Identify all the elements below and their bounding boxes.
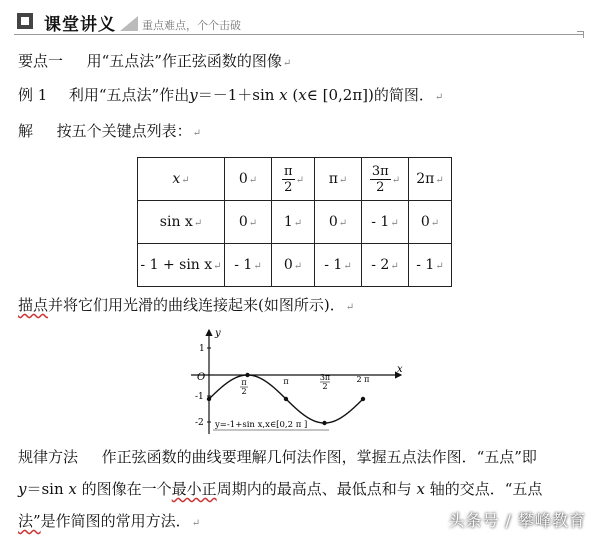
square-bullet-icon <box>16 12 34 30</box>
header-subtitle: 重点难点，个个击破 <box>142 19 241 32</box>
solution-line: 解 按五个关键点列表：↵ <box>18 122 201 140</box>
xtick-3pi2-den: 2 <box>322 382 328 391</box>
ytick-1: 1 <box>199 344 205 354</box>
table-cell: 0↵ <box>225 158 272 201</box>
xtick-pi2-den: 2 <box>241 387 247 396</box>
row-header-sin: sin x↵ <box>138 201 225 244</box>
example-eq: ＝－1＋sin <box>197 86 280 104</box>
solution-label: 解 <box>18 122 34 140</box>
method-text-3: 是作简图的常用方法． <box>40 512 191 530</box>
table-cell: 0↵ <box>225 201 272 244</box>
example-line: 例 1 利用“五点法”作出y＝－1＋sin x (x∈ [0,2π])的简图．↵ <box>18 86 444 104</box>
watermark: 头条号 / 攀峰教育 <box>448 511 586 530</box>
table-cell: - 2↵ <box>362 244 409 287</box>
header-divider-end <box>577 31 584 38</box>
table-row <box>138 158 452 201</box>
header-title: 课堂讲义 <box>44 15 116 35</box>
table-row <box>138 244 452 287</box>
table-cell: π↵ <box>315 158 362 201</box>
row-header-y: - 1 + sin x↵ <box>138 244 225 287</box>
table-cell: $\frac{3\pi}{2}$ ↵ <box>362 158 409 201</box>
method-line-3: 法”是作简图的常用方法．↵ <box>18 512 201 530</box>
key-point-2 <box>284 397 288 401</box>
header-divider <box>14 34 584 35</box>
key-point-text: 用“五点法”作正弦函数的图像 <box>86 52 282 70</box>
example-prefix: 利用“五点法”作出 <box>68 86 190 104</box>
table-row <box>138 201 452 244</box>
table-cell: 2π↵ <box>409 158 452 201</box>
solution-text: 按五个关键点列表： <box>56 122 192 140</box>
method-text-1: 作正弦函数的曲线要理解几何法作图，掌握五点法作图．“五点”即 <box>101 448 537 466</box>
xtick-pi: π <box>283 377 289 386</box>
y-axis-label: y <box>215 328 221 339</box>
example-domain-x: x <box>298 86 307 104</box>
example-y-var: y <box>189 86 198 104</box>
sine-graph <box>185 326 415 438</box>
table-cell: 0↵ <box>272 244 315 287</box>
description-line: 描点并将它们用光滑的曲线连接起来(如图所示)．↵ <box>18 296 355 314</box>
example-paren: ( <box>292 86 299 104</box>
method-underlined-2: 法” <box>18 512 41 530</box>
description-underlined: 描点 <box>18 296 49 314</box>
example-x-var: x <box>279 86 288 104</box>
example-label: 例 1 <box>18 86 48 104</box>
key-point-1 <box>245 373 249 377</box>
table-cell: $\frac{\pi}{2}$ ↵ <box>272 158 315 201</box>
table-cell: - 1↵ <box>225 244 272 287</box>
xtick-3pi2-num: 3π <box>319 373 331 382</box>
method-label: 规律方法 <box>18 448 79 466</box>
description-text: 并将它们用光滑的曲线连接起来(如图所示)． <box>48 296 345 314</box>
triangle-decoration-icon <box>118 14 140 32</box>
origin-label: O <box>197 372 206 383</box>
key-point-line: 要点一 用“五点法”作正弦函数的图像↵ <box>18 52 292 70</box>
x-axis-label: x <box>397 364 403 375</box>
ytick-minus-2: -2 <box>195 418 204 428</box>
table-cell: 1↵ <box>272 201 315 244</box>
xtick-pi2-num: π <box>241 378 247 387</box>
graph-legend: y=-1+sin x,x∈[0,2 π ] <box>215 420 308 430</box>
key-point-3 <box>322 421 326 425</box>
table-cell: 0↵ <box>409 201 452 244</box>
key-point-label: 要点一 <box>18 52 64 70</box>
table-cell: - 1↵ <box>409 244 452 287</box>
section-header <box>14 10 584 36</box>
method-underlined-1: 最小正 <box>171 480 217 498</box>
row-header-x: x↵ <box>138 158 225 201</box>
table-cell: - 1↵ <box>362 201 409 244</box>
table-cell: 0↵ <box>315 201 362 244</box>
key-points-table <box>137 157 452 287</box>
method-line-2: y＝sin x 的图像在一个最小正周期内的最高点、最低点和与 x 轴的交点．“五点 <box>18 480 543 498</box>
method-line-1 <box>18 446 537 467</box>
example-domain-rest: ∈ [0,2π])的简图． <box>306 86 434 104</box>
key-point-4 <box>361 397 365 401</box>
key-point-0 <box>207 397 211 401</box>
xtick-2pi: 2 π <box>356 375 370 384</box>
table-cell: - 1↵ <box>315 244 362 287</box>
ytick-minus-1: -1 <box>195 392 204 402</box>
